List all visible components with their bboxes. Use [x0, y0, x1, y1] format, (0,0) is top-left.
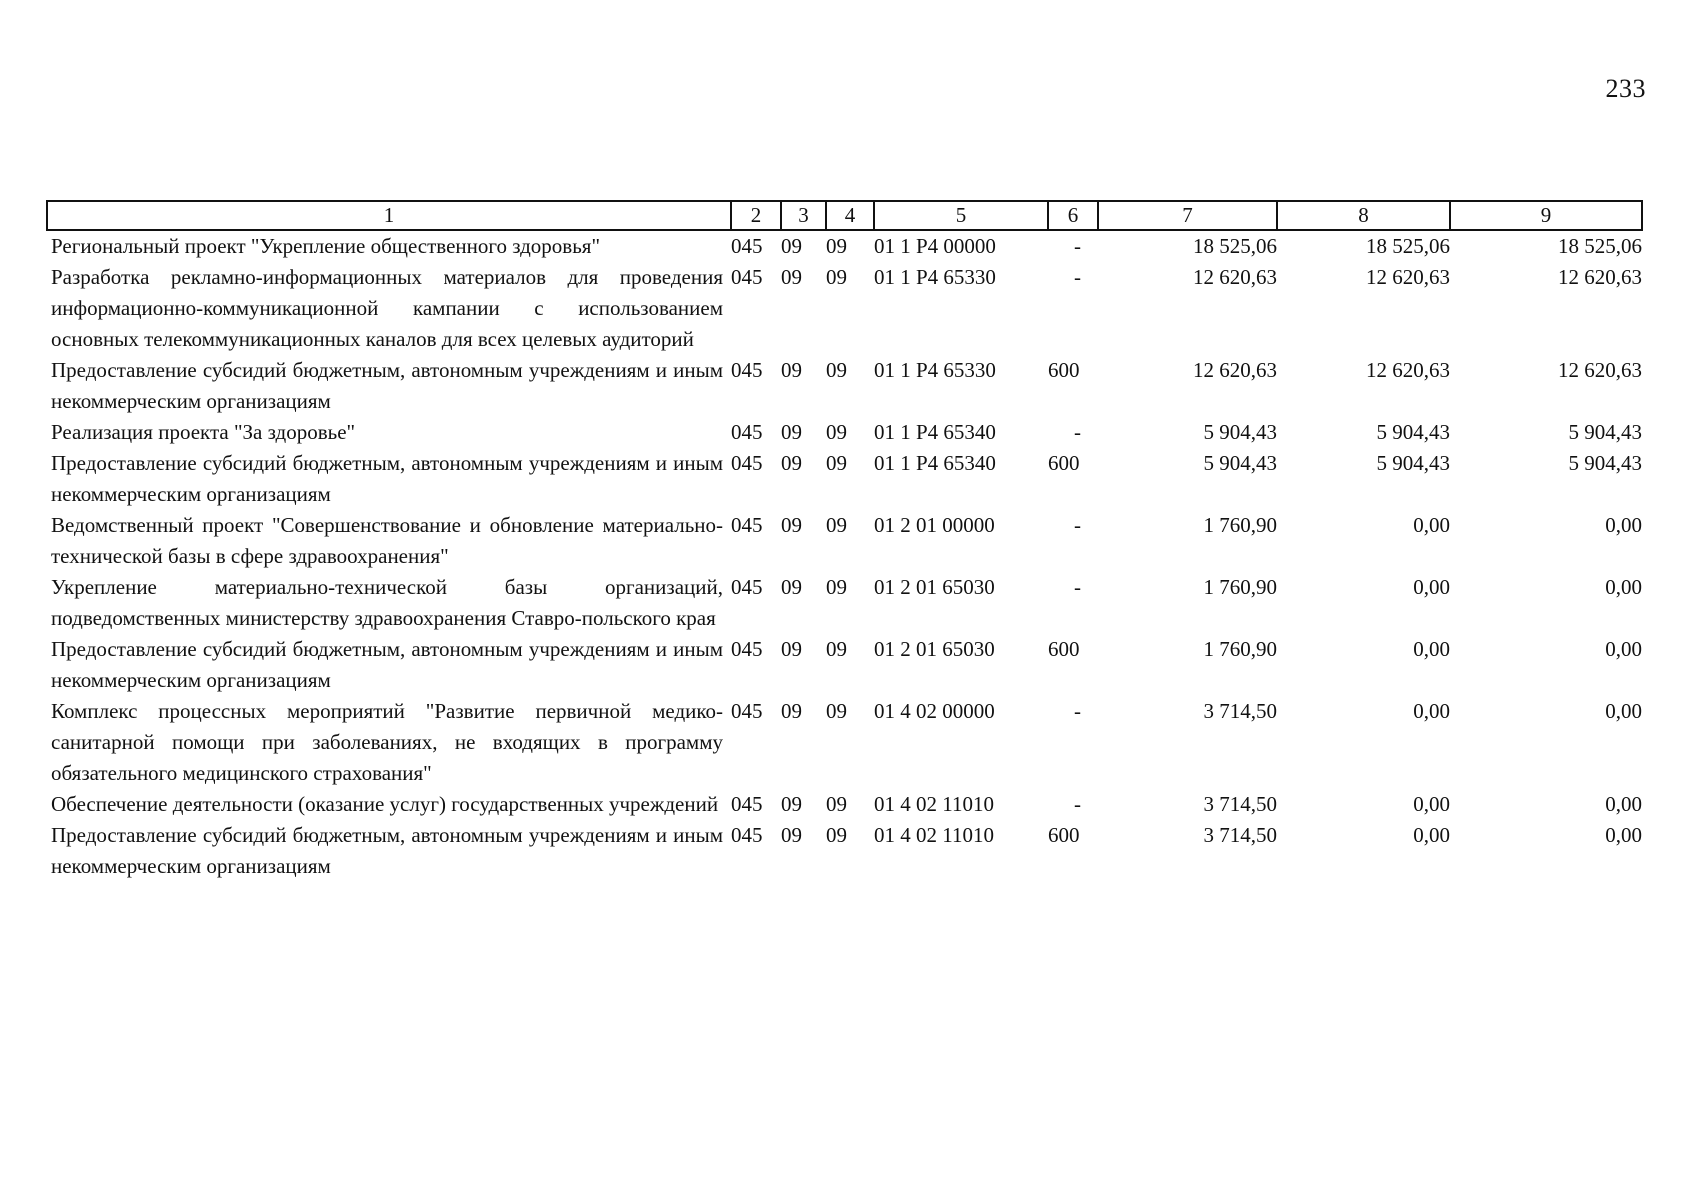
cell-expense-type: 600	[1048, 637, 1080, 661]
cell-target-article: 01 1 Р4 65340	[874, 451, 996, 475]
cell-target-article: 01 1 Р4 65330	[874, 358, 996, 382]
table-row	[47, 355, 1642, 417]
cell-amount-col8: 12 620,63	[1366, 358, 1450, 382]
cell-subsection: 09	[826, 234, 847, 258]
row-name: Реализация проекта "За здоровье"	[51, 420, 356, 444]
cell-section: 09	[781, 420, 802, 444]
cell-ministry-code: 045	[731, 637, 763, 661]
column-header-7: 7	[1098, 201, 1277, 230]
column-header-4: 4	[826, 201, 874, 230]
row-name: Ведомственный проект "Совершенствование и обновление материально-технической базы в сфере здравоохранения"	[51, 513, 723, 568]
column-header-1: 1	[47, 201, 731, 230]
column-header-3: 3	[781, 201, 826, 230]
table-row	[47, 230, 1642, 262]
cell-amount-col9: 0,00	[1605, 513, 1642, 537]
cell-amount-col7: 18 525,06	[1193, 234, 1277, 258]
cell-target-article: 01 1 Р4 65330	[874, 265, 996, 289]
cell-ministry-code: 045	[731, 358, 763, 382]
row-name: Предоставление субсидий бюджетным, автономным учреждениям и иным некоммерческим организациям	[51, 637, 723, 692]
cell-expense-type: -	[1074, 234, 1081, 258]
row-name: Предоставление субсидий бюджетным, автономным учреждениям и иным некоммерческим организациям	[51, 358, 723, 413]
cell-amount-col8: 0,00	[1413, 792, 1450, 816]
header-row	[47, 201, 1642, 230]
cell-ministry-code: 045	[731, 420, 763, 444]
cell-subsection: 09	[826, 823, 847, 847]
cell-expense-type: 600	[1048, 823, 1080, 847]
cell-amount-col7: 12 620,63	[1193, 358, 1277, 382]
cell-amount-col9: 0,00	[1605, 792, 1642, 816]
cell-target-article: 01 4 02 00000	[874, 699, 995, 723]
cell-amount-col8: 0,00	[1413, 823, 1450, 847]
cell-amount-col8: 0,00	[1413, 637, 1450, 661]
cell-amount-col7: 1 760,90	[1203, 637, 1277, 661]
cell-ministry-code: 045	[731, 575, 763, 599]
cell-ministry-code: 045	[731, 234, 763, 258]
cell-amount-col9: 5 904,43	[1568, 451, 1642, 475]
cell-target-article: 01 2 01 65030	[874, 575, 995, 599]
cell-expense-type: -	[1074, 265, 1081, 289]
cell-section: 09	[781, 699, 802, 723]
cell-amount-col9: 12 620,63	[1558, 358, 1642, 382]
cell-expense-type: -	[1074, 575, 1081, 599]
cell-section: 09	[781, 358, 802, 382]
cell-expense-type: -	[1074, 792, 1081, 816]
cell-amount-col9: 0,00	[1605, 575, 1642, 599]
cell-subsection: 09	[826, 637, 847, 661]
cell-expense-type: 600	[1048, 358, 1080, 382]
cell-ministry-code: 045	[731, 823, 763, 847]
row-name: Укрепление материально-технической базы организаций, подведомственных министерству здравоохранения Ставро-польского края	[51, 575, 723, 630]
row-name: Предоставление субсидий бюджетным, автономным учреждениям и иным некоммерческим организациям	[51, 451, 723, 506]
cell-expense-type: -	[1074, 513, 1081, 537]
cell-target-article: 01 2 01 65030	[874, 637, 995, 661]
table-row	[47, 448, 1642, 510]
cell-amount-col9: 0,00	[1605, 637, 1642, 661]
cell-target-article: 01 2 01 00000	[874, 513, 995, 537]
table-row	[47, 510, 1642, 572]
cell-section: 09	[781, 823, 802, 847]
cell-section: 09	[781, 265, 802, 289]
row-name: Комплекс процессных мероприятий "Развитие первичной медико-санитарной помощи при заболеваниях, не входящих в программу обязательного медицинского страхования"	[51, 699, 723, 785]
cell-amount-col7: 5 904,43	[1203, 420, 1277, 444]
cell-amount-col7: 1 760,90	[1203, 513, 1277, 537]
cell-amount-col7: 5 904,43	[1203, 451, 1277, 475]
cell-subsection: 09	[826, 451, 847, 475]
cell-subsection: 09	[826, 265, 847, 289]
cell-amount-col8: 12 620,63	[1366, 265, 1450, 289]
table-row	[47, 696, 1642, 789]
cell-amount-col8: 0,00	[1413, 699, 1450, 723]
cell-amount-col9: 5 904,43	[1568, 420, 1642, 444]
cell-section: 09	[781, 637, 802, 661]
cell-subsection: 09	[826, 420, 847, 444]
cell-ministry-code: 045	[731, 265, 763, 289]
cell-target-article: 01 4 02 11010	[874, 823, 994, 847]
cell-section: 09	[781, 792, 802, 816]
cell-amount-col7: 3 714,50	[1203, 699, 1277, 723]
cell-ministry-code: 045	[731, 792, 763, 816]
cell-ministry-code: 045	[731, 513, 763, 537]
cell-amount-col9: 12 620,63	[1558, 265, 1642, 289]
cell-amount-col8: 5 904,43	[1376, 451, 1450, 475]
cell-target-article: 01 4 02 11010	[874, 792, 994, 816]
column-header-6: 6	[1048, 201, 1098, 230]
cell-section: 09	[781, 234, 802, 258]
column-header-2: 2	[731, 201, 781, 230]
table-row	[47, 572, 1642, 634]
cell-ministry-code: 045	[731, 699, 763, 723]
cell-subsection: 09	[826, 792, 847, 816]
cell-target-article: 01 1 Р4 00000	[874, 234, 996, 258]
cell-expense-type: 600	[1048, 451, 1080, 475]
cell-amount-col8: 18 525,06	[1366, 234, 1450, 258]
row-name: Обеспечение деятельности (оказание услуг) государственных учреждений	[51, 792, 719, 816]
cell-expense-type: -	[1074, 699, 1081, 723]
cell-subsection: 09	[826, 575, 847, 599]
cell-amount-col7: 3 714,50	[1203, 792, 1277, 816]
row-name: Региональный проект "Укрепление общественного здоровья"	[51, 234, 601, 258]
cell-expense-type: -	[1074, 420, 1081, 444]
cell-amount-col9: 0,00	[1605, 699, 1642, 723]
cell-subsection: 09	[826, 699, 847, 723]
column-header-5: 5	[874, 201, 1048, 230]
row-name: Предоставление субсидий бюджетным, автономным учреждениям и иным некоммерческим организациям	[51, 823, 723, 878]
cell-amount-col7: 12 620,63	[1193, 265, 1277, 289]
table-row	[47, 262, 1642, 355]
cell-amount-col9: 0,00	[1605, 823, 1642, 847]
table-row	[47, 417, 1642, 448]
table-row	[47, 634, 1642, 696]
table-header	[47, 201, 1642, 230]
cell-amount-col8: 5 904,43	[1376, 420, 1450, 444]
column-header-8: 8	[1277, 201, 1450, 230]
cell-subsection: 09	[826, 358, 847, 382]
column-header-9: 9	[1450, 201, 1642, 230]
cell-ministry-code: 045	[731, 451, 763, 475]
cell-section: 09	[781, 513, 802, 537]
page-number: 233	[1605, 74, 1646, 103]
cell-amount-col7: 3 714,50	[1203, 823, 1277, 847]
table-row	[47, 789, 1642, 820]
cell-section: 09	[781, 575, 802, 599]
cell-amount-col9: 18 525,06	[1558, 234, 1642, 258]
cell-amount-col8: 0,00	[1413, 513, 1450, 537]
cell-target-article: 01 1 Р4 65340	[874, 420, 996, 444]
cell-subsection: 09	[826, 513, 847, 537]
cell-section: 09	[781, 451, 802, 475]
budget-table	[46, 200, 1643, 882]
table-body	[47, 230, 1642, 882]
cell-amount-col8: 0,00	[1413, 575, 1450, 599]
cell-amount-col7: 1 760,90	[1203, 575, 1277, 599]
table-row	[47, 820, 1642, 882]
row-name: Разработка рекламно-информационных материалов для проведения информационно-коммуникационной кампании с использованием основных телекоммуникационных каналов для всех целевых аудиторий	[51, 265, 723, 351]
